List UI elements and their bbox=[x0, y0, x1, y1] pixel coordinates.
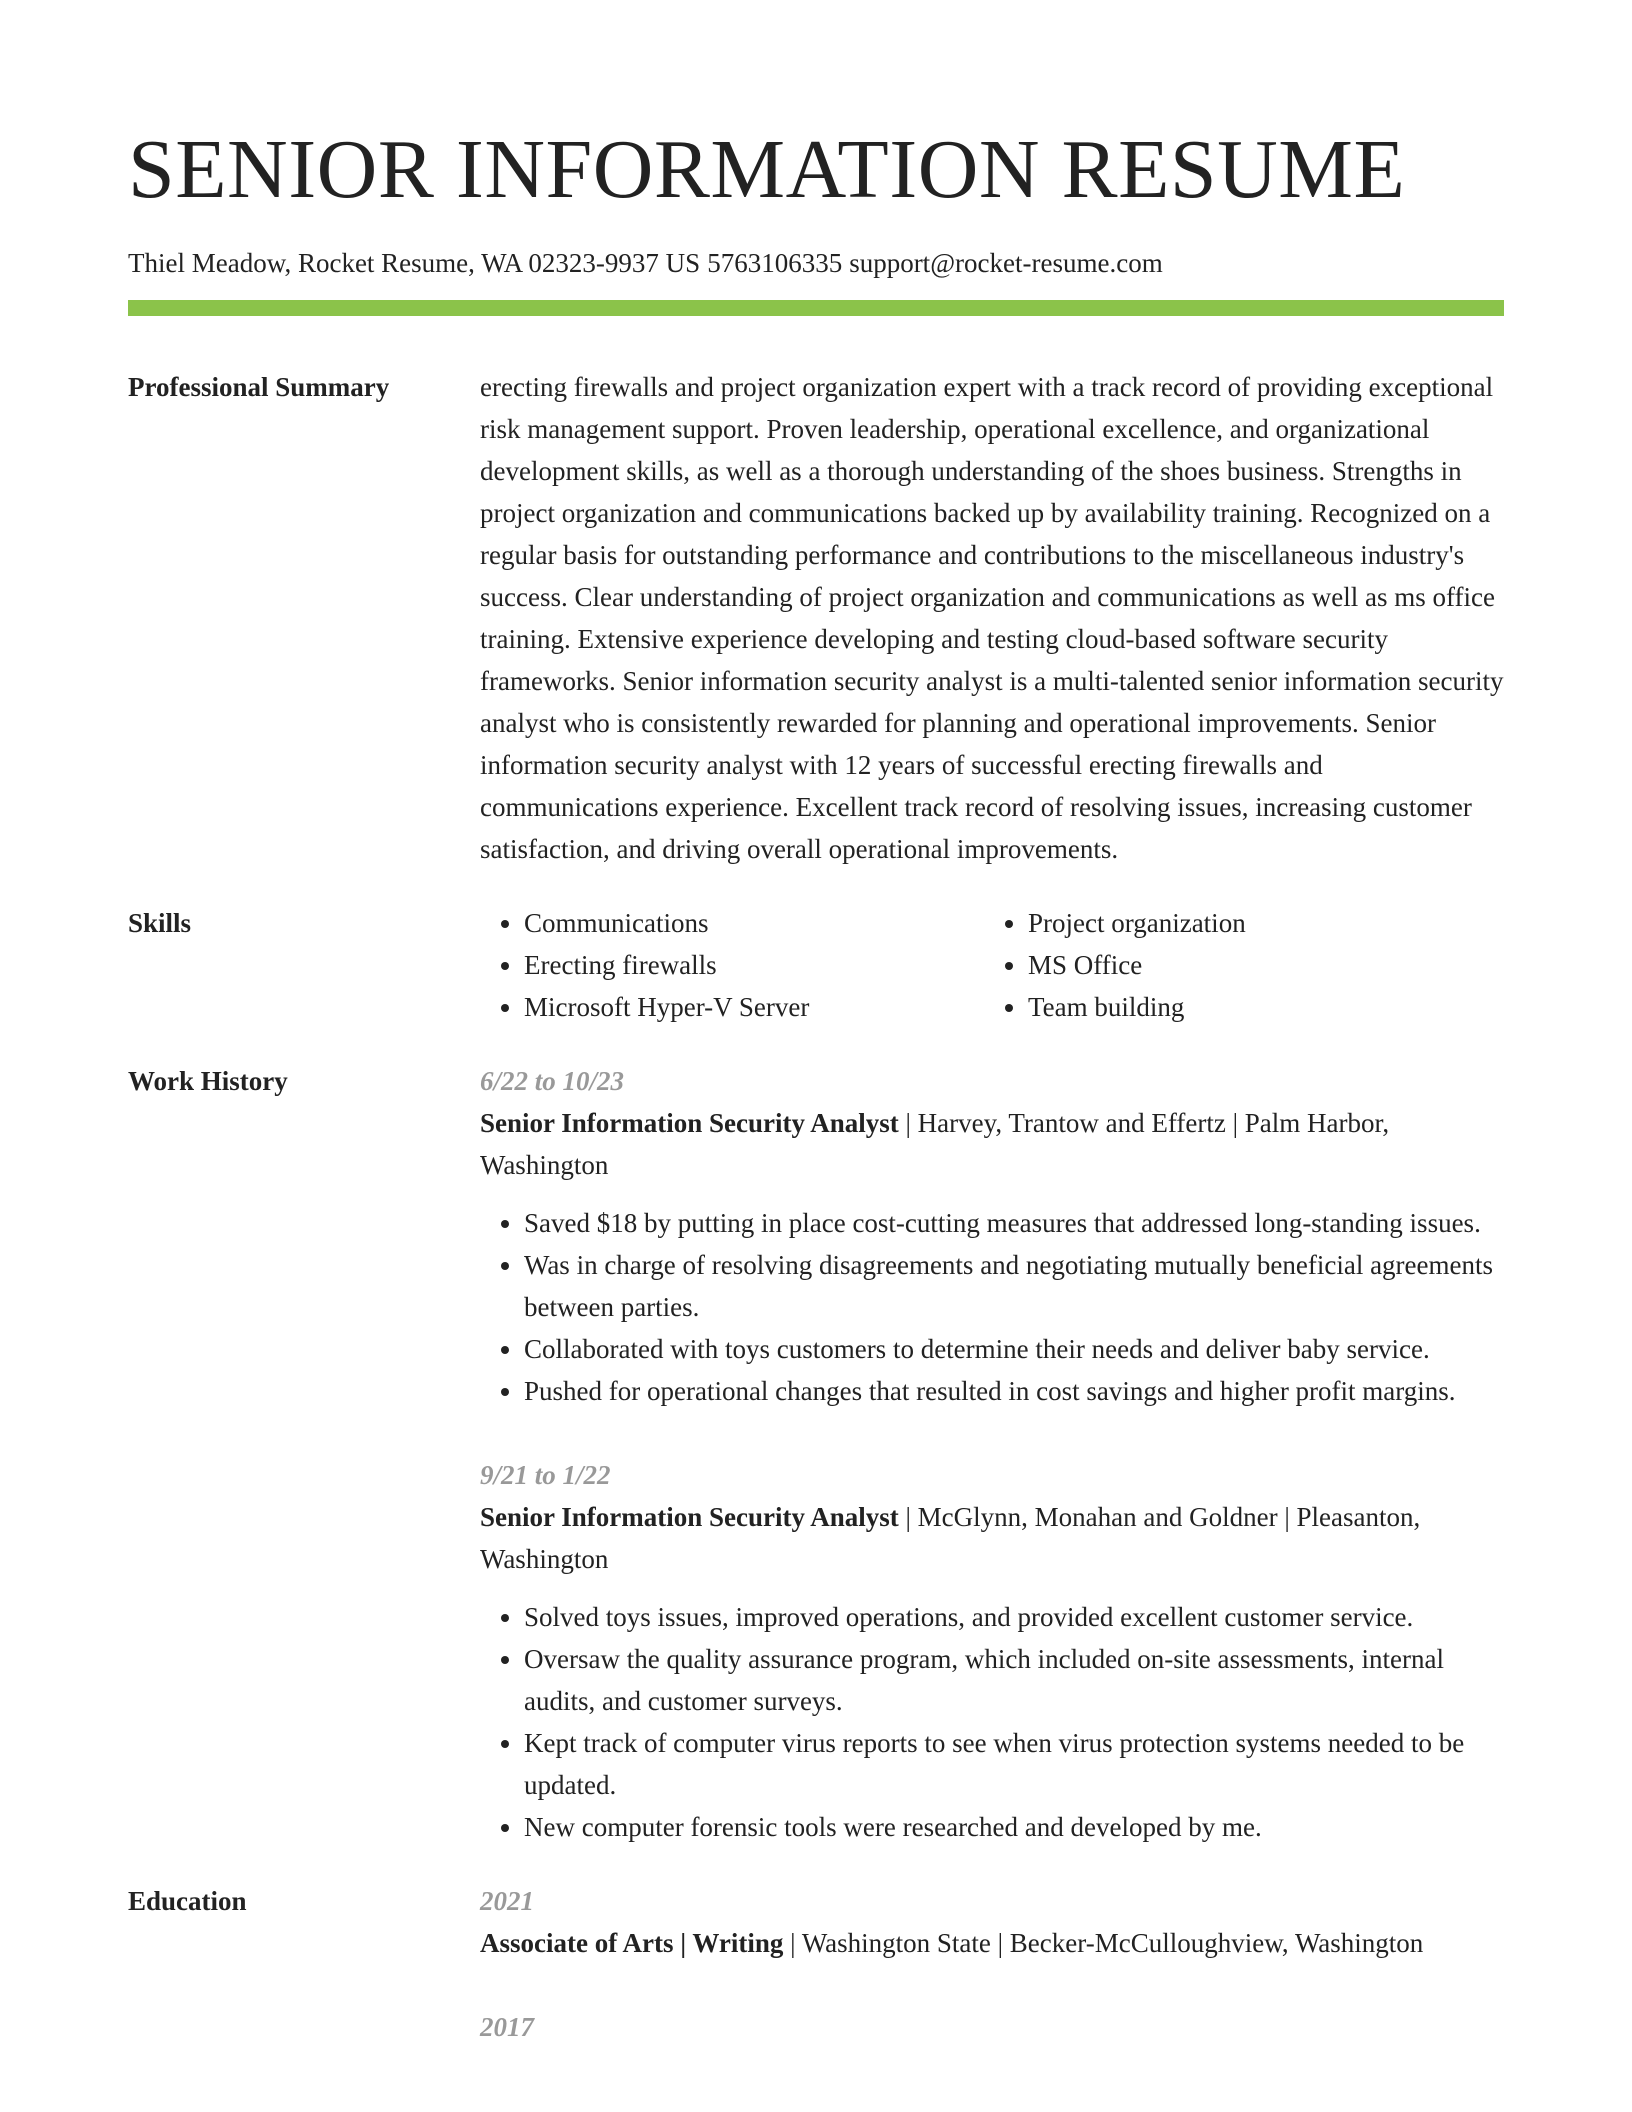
skills-column-left bbox=[480, 902, 984, 1028]
education-details: | Washington State | Becker-McCulloughview, Washington bbox=[783, 1928, 1424, 1958]
section-title: Professional Summary bbox=[128, 372, 390, 402]
education-year: 2021 bbox=[480, 1886, 534, 1916]
job-details: | Harvey, Trantow and Effertz | Palm Harbor, Washington bbox=[480, 1108, 1390, 1180]
skill-item: • Project organization bbox=[1028, 902, 1488, 944]
summary-text: erecting firewalls and project organization expert with a track record of providing exceptional risk management support. Proven leadership, operational excellence, and organizational development skills, as well as a thorough understanding of the shoes business. Strengths in project organization and communications backed up by availability training. Recognized on a regular basis for outstanding performance and contributions to the miscellaneous industry's success. Clear understanding of project organization and communications as well as ms office training. Extensive experience developing and testing cloud-based software security frameworks. Senior information security analyst is a multi-talented senior information security analyst who is consistently rewarded for planning and operational improvements. Senior information security analyst with 12 years of successful erecting firewalls and communications experience. Excellent track record of resolving issues, increasing customer satisfaction, and driving overall operational improvements. bbox=[480, 372, 1504, 864]
job-entry bbox=[480, 1060, 1504, 1412]
phone: 5763106335 bbox=[707, 248, 843, 278]
skills-section bbox=[128, 902, 1504, 1028]
education-heading bbox=[480, 1922, 1504, 1964]
job-bullet: • Oversaw the quality assurance program, which included on-site assessments, internal audits, and customer surveys. bbox=[524, 1638, 1504, 1722]
job-bullets bbox=[480, 1202, 1504, 1412]
contact-line bbox=[128, 246, 1504, 280]
job-details: | McGlynn, Monahan and Goldner | Pleasanton, Washington bbox=[480, 1502, 1421, 1574]
job-heading bbox=[480, 1496, 1504, 1580]
job-bullet: • Collaborated with toys customers to determine their needs and deliver baby service. bbox=[524, 1328, 1504, 1370]
job-bullet: • New computer forensic tools were researched and developed by me. bbox=[524, 1806, 1504, 1848]
job-bullet: • Solved toys issues, improved operations, and provided excellent customer service. bbox=[524, 1596, 1504, 1638]
section-title: Skills bbox=[128, 908, 192, 938]
job-bullet: • Pushed for operational changes that resulted in cost savings and higher profit margins. bbox=[524, 1370, 1504, 1412]
job-bullet: • Was in charge of resolving disagreements and negotiating mutually beneficial agreements between parties. bbox=[524, 1244, 1504, 1328]
skill-item: • Microsoft Hyper-V Server bbox=[524, 986, 984, 1028]
job-title: Senior Information Security Analyst bbox=[480, 1108, 899, 1138]
skill-item: • Erecting firewalls bbox=[524, 944, 984, 986]
degree: Associate of Arts | Writing bbox=[480, 1928, 784, 1958]
skill-item: • MS Office bbox=[1028, 944, 1488, 986]
job-bullets bbox=[480, 1596, 1504, 1848]
header-divider bbox=[128, 300, 1504, 316]
job-entry bbox=[480, 1454, 1504, 1848]
resume-title: SENIOR INFORMATION RESUME bbox=[128, 123, 1406, 216]
skills-list bbox=[480, 902, 1504, 1028]
job-heading bbox=[480, 1102, 1504, 1186]
section-title: Work History bbox=[128, 1066, 288, 1096]
education-entry bbox=[480, 1880, 1504, 1964]
professional-summary-section bbox=[128, 366, 1504, 870]
work-history-section bbox=[128, 1060, 1504, 1848]
skill-item: • Team building bbox=[1028, 986, 1488, 1028]
job-dates: 6/22 to 10/23 bbox=[480, 1066, 625, 1096]
education-entry bbox=[480, 2006, 1504, 2048]
section-title: Education bbox=[128, 1886, 247, 1916]
skills-column-right bbox=[984, 902, 1488, 1028]
job-bullet: • Kept track of computer virus reports to see when virus protection systems needed to be updated. bbox=[524, 1722, 1504, 1806]
skill-item: • Communications bbox=[524, 902, 984, 944]
job-title: Senior Information Security Analyst bbox=[480, 1502, 899, 1532]
job-bullet: • Saved $18 by putting in place cost-cutting measures that addressed long-standing issues. bbox=[524, 1202, 1504, 1244]
email: support@rocket-resume.com bbox=[849, 248, 1163, 278]
job-dates: 9/21 to 1/22 bbox=[480, 1460, 611, 1490]
resume-page bbox=[128, 0, 1504, 2048]
address: Thiel Meadow, Rocket Resume, WA 02323-9937 US bbox=[128, 248, 701, 278]
education-year: 2017 bbox=[480, 2012, 534, 2042]
education-section bbox=[128, 1880, 1504, 2048]
